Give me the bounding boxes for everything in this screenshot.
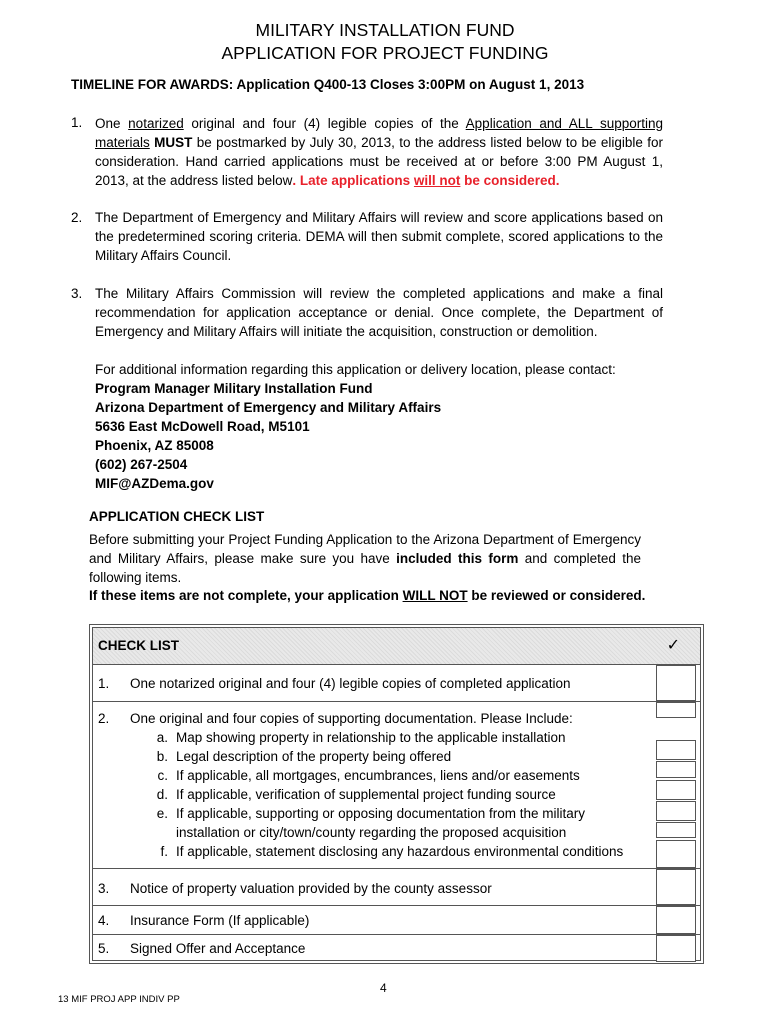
- row-2-header-box: [656, 702, 696, 718]
- title-line-2: APPLICATION FOR PROJECT FUNDING: [221, 43, 549, 63]
- checklist-table: [89, 624, 704, 964]
- checklist-header-label: CHECK LIST: [98, 638, 179, 653]
- row-2-sub-a: a. Map showing property in relationship to the applicable installation: [156, 730, 566, 745]
- row-2-sub-f: f. If applicable, statement disclosing any hazardous environmental conditions: [160, 844, 624, 859]
- item-3-text: The Military Affairs Commission will review the completed applications and make a final recommendation for application acceptance or denial. Once complete, the Department of Emergency and Military Affairs will initiate the acquisition, construction or demolition.: [95, 286, 663, 339]
- row-2-sub-c: c. If applicable, all mortgages, encumbrances, liens and/or easements: [157, 768, 580, 783]
- timeline-heading: TIMELINE FOR AWARDS: Application Q400-13 Closes 3:00PM on August 1, 2013: [71, 77, 585, 92]
- row-1-number: 1.: [98, 676, 110, 691]
- item-3-number: 3.: [71, 286, 83, 301]
- row-2a-checkbox[interactable]: [656, 740, 696, 760]
- row-2-sub-d: d. If applicable, verification of supplemental project funding source: [156, 787, 556, 802]
- checklist-header-row: [93, 628, 700, 665]
- row-2d-checkbox[interactable]: [656, 801, 696, 821]
- contact-intro: For additional information regarding this application or delivery location, please contact:: [95, 362, 616, 377]
- row-2-number: 2.: [98, 711, 110, 726]
- row-1-text: One notarized original and four (4) legible copies of completed application: [130, 676, 571, 691]
- contact-block: [95, 360, 675, 493]
- row-2f-checkbox[interactable]: [656, 840, 696, 868]
- checklist-row-3: [93, 869, 700, 906]
- item-2-text: The Department of Emergency and Military Affairs will review and score applications based on the predetermined scoring criteria. DEMA will then submit complete, scored applications to the Military Affairs Council.: [95, 210, 663, 263]
- page-number: 4: [380, 981, 387, 995]
- row-4-checkbox[interactable]: [656, 906, 696, 934]
- item-1-text: One notarized original and four (4) legible copies of the Application and ALL supporting materials MUST be postmarked by July 30, 2013, to the address listed below to be eligible for consideration. Hand carried applications must be received at or before 3:00 PM August 1, 2013, at the address listed below. Late applications will not be considered.: [95, 116, 663, 188]
- check-mark-icon: ✓: [666, 637, 680, 654]
- row-2-sub-e: e. If applicable, supporting or opposing documentation from the military: [156, 806, 585, 821]
- row-2b-checkbox[interactable]: [656, 761, 696, 778]
- contact-email[interactable]: MIF@AZDema.gov: [95, 476, 214, 491]
- contact-name: Program Manager Military Installation Fund: [95, 381, 373, 396]
- row-5-text: Signed Offer and Acceptance: [130, 941, 306, 956]
- row-3-checkbox[interactable]: [656, 869, 696, 905]
- row-4-text: Insurance Form (If applicable): [130, 913, 310, 928]
- title-line-1: MILITARY INSTALLATION FUND: [255, 20, 515, 40]
- contact-city: Phoenix, AZ 85008: [95, 438, 214, 453]
- checklist-row-1: [93, 665, 700, 702]
- row-2e-checkbox[interactable]: [656, 822, 696, 838]
- row-2-sub-e-cont: installation or city/town/county regarding the proposed acquisition: [176, 825, 567, 840]
- row-1-checkbox[interactable]: [656, 665, 696, 701]
- checklist-heading: APPLICATION CHECK LIST: [89, 509, 265, 524]
- checklist-row-2: [93, 702, 700, 869]
- contact-org: Arizona Department of Emergency and Military Affairs: [95, 400, 442, 415]
- contact-phone: (602) 267-2504: [95, 457, 188, 472]
- row-3-number: 3.: [98, 881, 110, 896]
- row-4-number: 4.: [98, 913, 110, 928]
- checklist-intro-text: Before submitting your Project Funding Application to the Arizona Department of Emergency and Military Affairs, please make sure you have included this form and completed the following items.: [89, 532, 641, 585]
- row-5-number: 5.: [98, 941, 110, 956]
- checklist-row-4: [93, 906, 700, 935]
- row-2c-checkbox[interactable]: [656, 780, 696, 800]
- row-5-checkbox[interactable]: [656, 935, 696, 962]
- checklist-warning: If these items are not complete, your application WILL NOT be reviewed or considered.: [89, 588, 646, 603]
- item-2-number: 2.: [71, 210, 83, 225]
- item-1-number: 1.: [71, 115, 83, 130]
- contact-street: 5636 East McDowell Road, M5101: [95, 419, 310, 434]
- row-3-text: Notice of property valuation provided by the county assessor: [130, 881, 492, 896]
- row-2-sub-b: b. Legal description of the property being offered: [156, 749, 452, 764]
- checklist-row-5: [93, 935, 700, 962]
- row-2-text: One original and four copies of supporting documentation. Please Include:: [130, 711, 573, 726]
- footer-code: 13 MIF PROJ APP INDIV PP: [58, 994, 180, 1005]
